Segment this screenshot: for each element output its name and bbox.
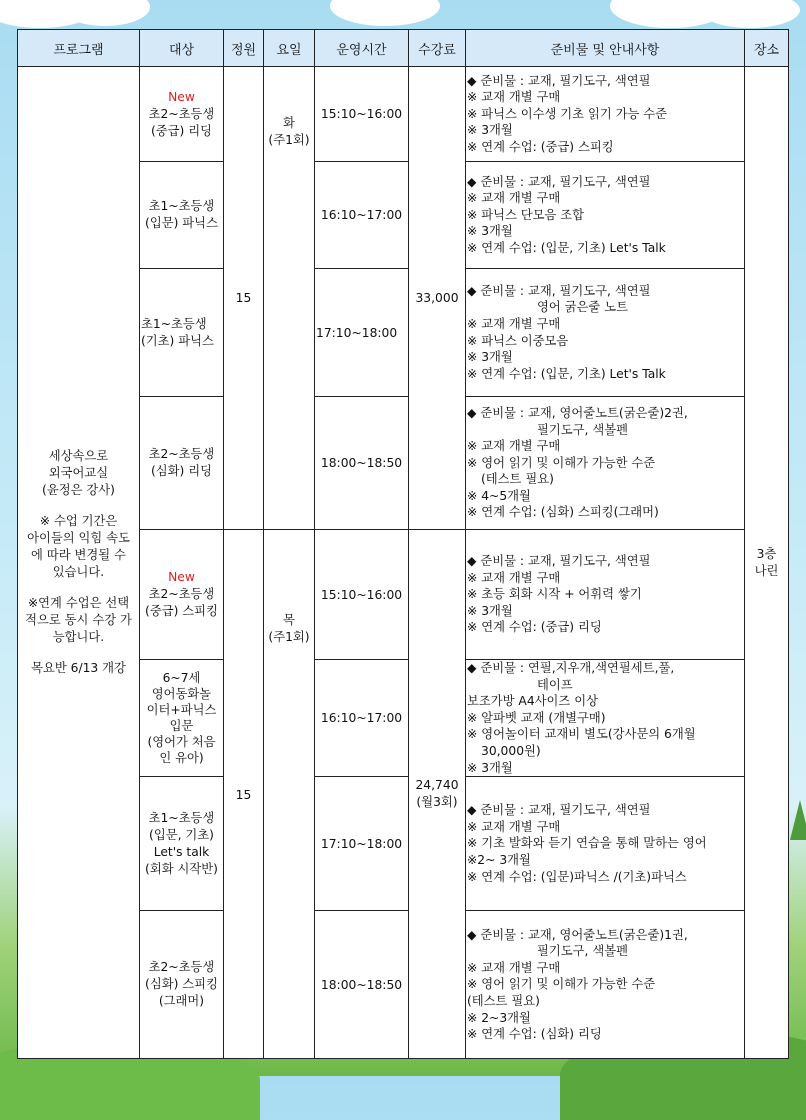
program-cell [18, 67, 140, 1059]
target-line: 초2~초등생 [148, 960, 215, 975]
note-line: ※ 파닉스 이수생 기초 읽기 가능 수준 [467, 106, 668, 121]
target-line: (중급) 스피킹 [145, 604, 218, 618]
notes-cell [466, 530, 745, 660]
notes-cell [466, 397, 745, 530]
day-label: 목 [283, 613, 295, 627]
day-frequency: (주1회) [268, 630, 310, 644]
note-line: 필기도구, 색볼펜 [537, 422, 628, 437]
target-line: (회화 시작반) [145, 861, 218, 876]
location-room: 나린 [754, 563, 779, 578]
header-notes: 준비물 및 안내사항 [466, 30, 745, 67]
target-cell [140, 67, 224, 162]
target-line: 초1~초등생 [148, 810, 215, 825]
fee-amount: 24,740 [415, 778, 459, 793]
note-line: ◆ 준비물 : 교재, 필기도구, 색연필 [467, 73, 651, 88]
target-line: (그래머) [158, 994, 205, 1009]
schedule-table [17, 29, 789, 1059]
note-line: ※ 연계 수업: (입문, 기초) Let's Talk [467, 240, 666, 255]
note-line: ※ 영어 읽기 및 이해가 가능한 수준 [467, 977, 656, 992]
note-line: ※ 교재 개별 구매 [467, 819, 561, 834]
target-line: 초2~초등생 [148, 106, 215, 121]
target-cell [140, 530, 224, 660]
note-line: ※ 3개월 [467, 350, 513, 365]
new-badge: New [168, 570, 195, 584]
target-line: 영어동화놀 [151, 687, 212, 702]
note-line: ※ 4~5개월 [467, 488, 531, 503]
program-start-date: 목요반 6/13 개강 [31, 661, 126, 676]
notes-cell [466, 777, 745, 911]
note-line: ※ 영어 읽기 및 이해가 가능한 수준 [467, 455, 656, 470]
note-line: ※ 교재 개별 구매 [467, 90, 561, 105]
program-title-line: 외국어교실 [48, 466, 109, 481]
note-line: ※ 기초 발화와 듣기 연습을 통해 말하는 영어 [467, 836, 707, 851]
program-note-line: ※연계 수업은 선택 [27, 596, 130, 611]
table-row [18, 67, 789, 162]
cloud-decoration [330, 0, 440, 26]
header-location: 장소 [745, 30, 789, 67]
target-cell [140, 911, 224, 1059]
day-cell [264, 530, 315, 1059]
note-line: ※ 영어놀이터 교재비 별도(강사문의 6개월 [467, 727, 696, 742]
note-line: ※ 파닉스 이중모음 [467, 333, 569, 348]
time-cell: 17:10~18:00 [315, 777, 409, 911]
notes-cell [466, 269, 745, 397]
time-cell: 17:10~18:00 [315, 269, 409, 397]
header-time: 운영시간 [315, 30, 409, 67]
time-cell: 15:10~16:00 [315, 530, 409, 660]
note-line: ※ 교재 개별 구매 [467, 191, 561, 206]
program-note-line: ※ 수업 기간은 [39, 514, 118, 529]
note-line: ※ 연계 수업: (중급) 리딩 [467, 620, 602, 635]
target-line: (영어가 처음 [147, 735, 216, 750]
target-line: 초2~초등생 [148, 587, 215, 601]
note-line: ◆ 준비물 : 연필,지우개,색연필세트,풀, [467, 661, 675, 675]
program-note-line: 적으로 동시 수강 가 [25, 613, 132, 628]
location-floor: 3층 [756, 546, 777, 561]
location-cell [745, 67, 789, 1059]
capacity-cell: 15 [224, 530, 264, 1059]
note-line: ※ 연계 수업: (심화) 리딩 [467, 1027, 602, 1042]
note-line: ※ 알파벳 교재 (개별구매) [467, 710, 606, 725]
target-cell [140, 269, 224, 397]
note-line: ※ 연계 수업: (입문, 기초) Let's Talk [467, 366, 666, 381]
capacity-cell: 15 [224, 67, 264, 530]
header-fee: 수강료 [409, 30, 466, 67]
note-line: 필기도구, 색볼펜 [537, 944, 628, 959]
day-label: 화 [283, 116, 295, 130]
note-line: 테이프 [537, 677, 573, 692]
note-line: ※ 교재 개별 구매 [467, 439, 561, 454]
notes-cell [466, 162, 745, 269]
fee-cell: 33,000 [409, 67, 466, 530]
time-cell: 16:10~17:00 [315, 660, 409, 777]
note-line: 보조가방 A4사이즈 이상 [467, 694, 598, 709]
day-frequency: (주1회) [268, 133, 310, 147]
note-line: ◆ 준비물 : 교재, 필기도구, 색연필 [467, 174, 651, 189]
target-line: (입문, 기초) [149, 827, 214, 842]
notes-cell [466, 67, 745, 162]
note-line: (테스트 필요) [481, 472, 554, 487]
target-cell [140, 660, 224, 777]
note-line: ※ 3개월 [467, 603, 513, 618]
target-line: (심화) 리딩 [150, 464, 213, 478]
program-note-line: 에 따라 변경될 수 [31, 548, 126, 563]
note-line: ※ 파닉스 단모음 조합 [467, 207, 585, 222]
notes-cell [466, 911, 745, 1059]
fee-frequency: (월3회) [416, 795, 458, 810]
note-line: ※ 3개월 [467, 760, 513, 775]
note-line: ◆ 준비물 : 교재, 영어줄노트(굵은줄)2권, [467, 405, 688, 420]
target-line: 초1~초등생 [141, 316, 207, 331]
note-line: ※2~ 3개월 [467, 852, 531, 867]
note-line: ※ 연계 수업: (입문)파닉스 /(기초)파닉스 [467, 869, 687, 884]
target-cell [140, 397, 224, 530]
time-cell: 15:10~16:00 [315, 67, 409, 162]
note-line: ※ 초등 회화 시작 + 어휘력 쌓기 [467, 587, 642, 602]
note-line: ※ 2~3개월 [467, 1010, 531, 1025]
target-line: 이터+파닉스 [146, 703, 217, 718]
fee-cell [409, 530, 466, 1059]
cloud-decoration [700, 0, 800, 28]
note-line: ※ 3개월 [467, 224, 513, 239]
target-line: 초2~초등생 [148, 447, 215, 461]
note-line: ※ 교재 개별 구매 [467, 960, 561, 975]
target-line: 초1~초등생 [148, 199, 215, 213]
program-note-line: 아이들의 익힘 속도 [27, 531, 130, 546]
target-cell [140, 777, 224, 911]
header-target: 대상 [140, 30, 224, 67]
note-line: ◆ 준비물 : 교재, 영어줄노트(굵은줄)1권, [467, 927, 688, 942]
note-line: ◆ 준비물 : 교재, 필기도구, 색연필 [467, 554, 651, 569]
day-cell [264, 67, 315, 530]
target-line: (심화) 스피킹 [145, 977, 218, 992]
note-line: (테스트 필요) [467, 993, 540, 1008]
header-program: 프로그램 [18, 30, 140, 67]
header-row [18, 30, 789, 67]
note-line: 영어 굵은줄 노트 [537, 300, 628, 315]
target-line: 입문 [169, 719, 194, 734]
time-cell: 18:00~18:50 [315, 911, 409, 1059]
program-instructor: (윤정은 강사) [42, 483, 115, 498]
note-line: ◆ 준비물 : 교재, 필기도구, 색연필 [467, 283, 651, 298]
header-day: 요일 [264, 30, 315, 67]
target-line: (입문) 파닉스 [145, 216, 218, 230]
note-line: ※ 3개월 [467, 123, 513, 138]
note-line: ※ 교재 개별 구매 [467, 316, 561, 331]
target-line: 인 유아) [159, 751, 204, 766]
tree-decoration [790, 800, 806, 840]
target-cell [140, 162, 224, 269]
target-line: 6~7세 [162, 671, 201, 686]
program-note-line: 있습니다. [52, 565, 105, 580]
note-line: ※ 연계 수업: (중급) 스피킹 [467, 139, 614, 154]
new-badge: New [168, 89, 195, 104]
note-line: ※ 교재 개별 구매 [467, 570, 561, 585]
notes-cell [466, 660, 745, 777]
target-line: (기초) 파닉스 [141, 333, 214, 348]
program-note-line: 능합니다. [52, 630, 105, 645]
note-line: 30,000원) [481, 743, 541, 758]
time-cell: 18:00~18:50 [315, 397, 409, 530]
program-title-line: 세상속으로 [48, 449, 109, 464]
target-line: (중급) 리딩 [150, 123, 213, 138]
target-line: Let's talk [153, 844, 210, 859]
header-capacity: 정원 [224, 30, 264, 67]
time-cell: 16:10~17:00 [315, 162, 409, 269]
note-line: ◆ 준비물 : 교재, 필기도구, 색연필 [467, 803, 651, 818]
note-line: ※ 연계 수업: (심화) 스피킹(그래머) [467, 505, 659, 520]
